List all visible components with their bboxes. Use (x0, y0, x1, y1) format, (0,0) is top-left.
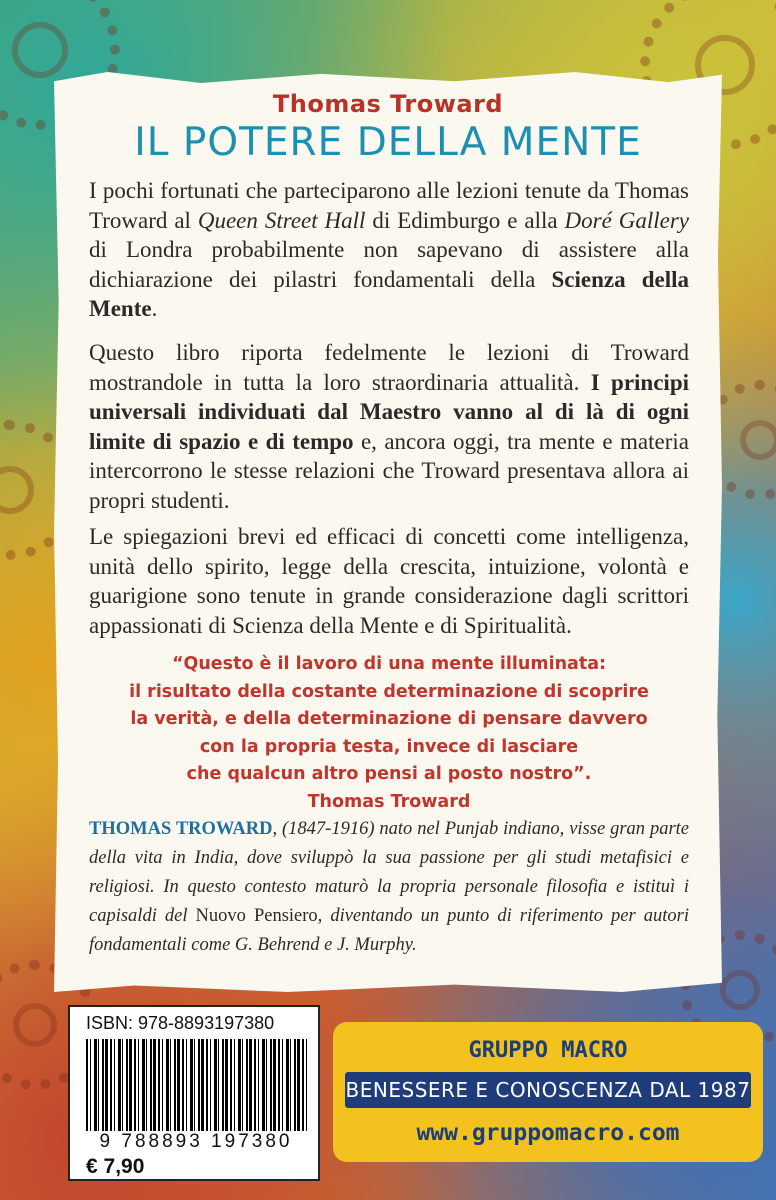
author-bio (89, 815, 689, 960)
paragraph-segment: I principi universali individuati dal Maestro vanno al di là di ogni limite di spazio e di tempo (89, 369, 689, 454)
paragraph-segment: I pochi fortunati che parteciparono alle lezioni tenute da Thomas Troward al (89, 178, 689, 233)
barcode-digits: 9 788893 197380 (99, 1131, 293, 1152)
paragraph-segment: di Londra probabilmente non sapevano di assistere alla dichiarazione dei pilastri fondamentali della (89, 237, 689, 292)
quote-line: con la propria testa, invece di lasciare (199, 736, 579, 757)
quote-line: che qualcun altro pensi al posto nostro”. (186, 764, 592, 784)
quote-attribution: Thomas Troward (307, 791, 471, 812)
description-paragraph-1 (89, 176, 689, 324)
paragraph-segment: Le spiegazioni brevi ed efficaci di concetti come intelligenza, unità dello spirito, legge della crescita, intuizione, volontà e guarigione sono tenute in grande considerazione dagli scrittori appassionati di Scienza della Mente e di Spiritualità. (89, 524, 689, 638)
author-name: Thomas Troward (272, 90, 504, 118)
publisher-band (333, 1022, 763, 1162)
bio-movement: Nuovo Pensiero (195, 906, 318, 926)
paragraph-segment: Doré Gallery (564, 207, 689, 233)
paragraph-segment: Queen Street Hall (197, 207, 366, 233)
publisher-name: GRUPPO MACRO (468, 1038, 628, 1063)
author-quote (89, 651, 689, 816)
barcode-bars (86, 1039, 308, 1131)
publisher-tagline: BENESSERE E CONOSCENZA DAL 1987 (345, 1072, 751, 1108)
isbn-label: ISBN: 978-8893197380 (86, 1013, 275, 1033)
quote-line: “Questo è il lavoro di una mente illuminata: (171, 654, 607, 674)
book-title: IL POTERE DELLA MENTE (134, 120, 642, 165)
description-paragraph-3 (89, 522, 689, 640)
quote-line: la verità, e della determinazione di pensare davvero (130, 709, 648, 729)
price-label: € 7,90 (86, 1155, 145, 1178)
bio-text: , (1847-1916) nato nel Punjab indiano, visse gran parte della vita in India, dove sviluppò la sua passione per gli studi metafisici e religiosi. In questo contesto maturò la propria personale filosofia e istituì i capisaldi del (89, 819, 690, 926)
paragraph-segment: Questo libro riporta fedelmente le lezioni di Troward mostrandole in tutta la loro straordinaria attualità. (89, 340, 689, 395)
paragraph-segment: Scienza della Mente (89, 266, 689, 321)
quote-line: il risultato della costante determinazione di scoprire (129, 681, 649, 702)
paragraph-segment: e, ancora oggi, tra mente e materia intercorrono le stesse relazioni che Troward presentava allora ai propri studenti. (89, 428, 689, 513)
description-paragraph-2 (89, 338, 689, 515)
publisher-url[interactable]: www.gruppomacro.com (416, 1120, 680, 1146)
bio-author-name: THOMAS TROWARD (89, 819, 273, 839)
paragraph-segment: di Edimburgo e alla (365, 207, 565, 233)
paragraph-segment: . (151, 296, 158, 321)
barcode-box (68, 1005, 320, 1181)
bio-text-end: , diventando un punto di riferimento per autori fondamentali come G. Behrend e J. Murphy. (89, 906, 689, 955)
